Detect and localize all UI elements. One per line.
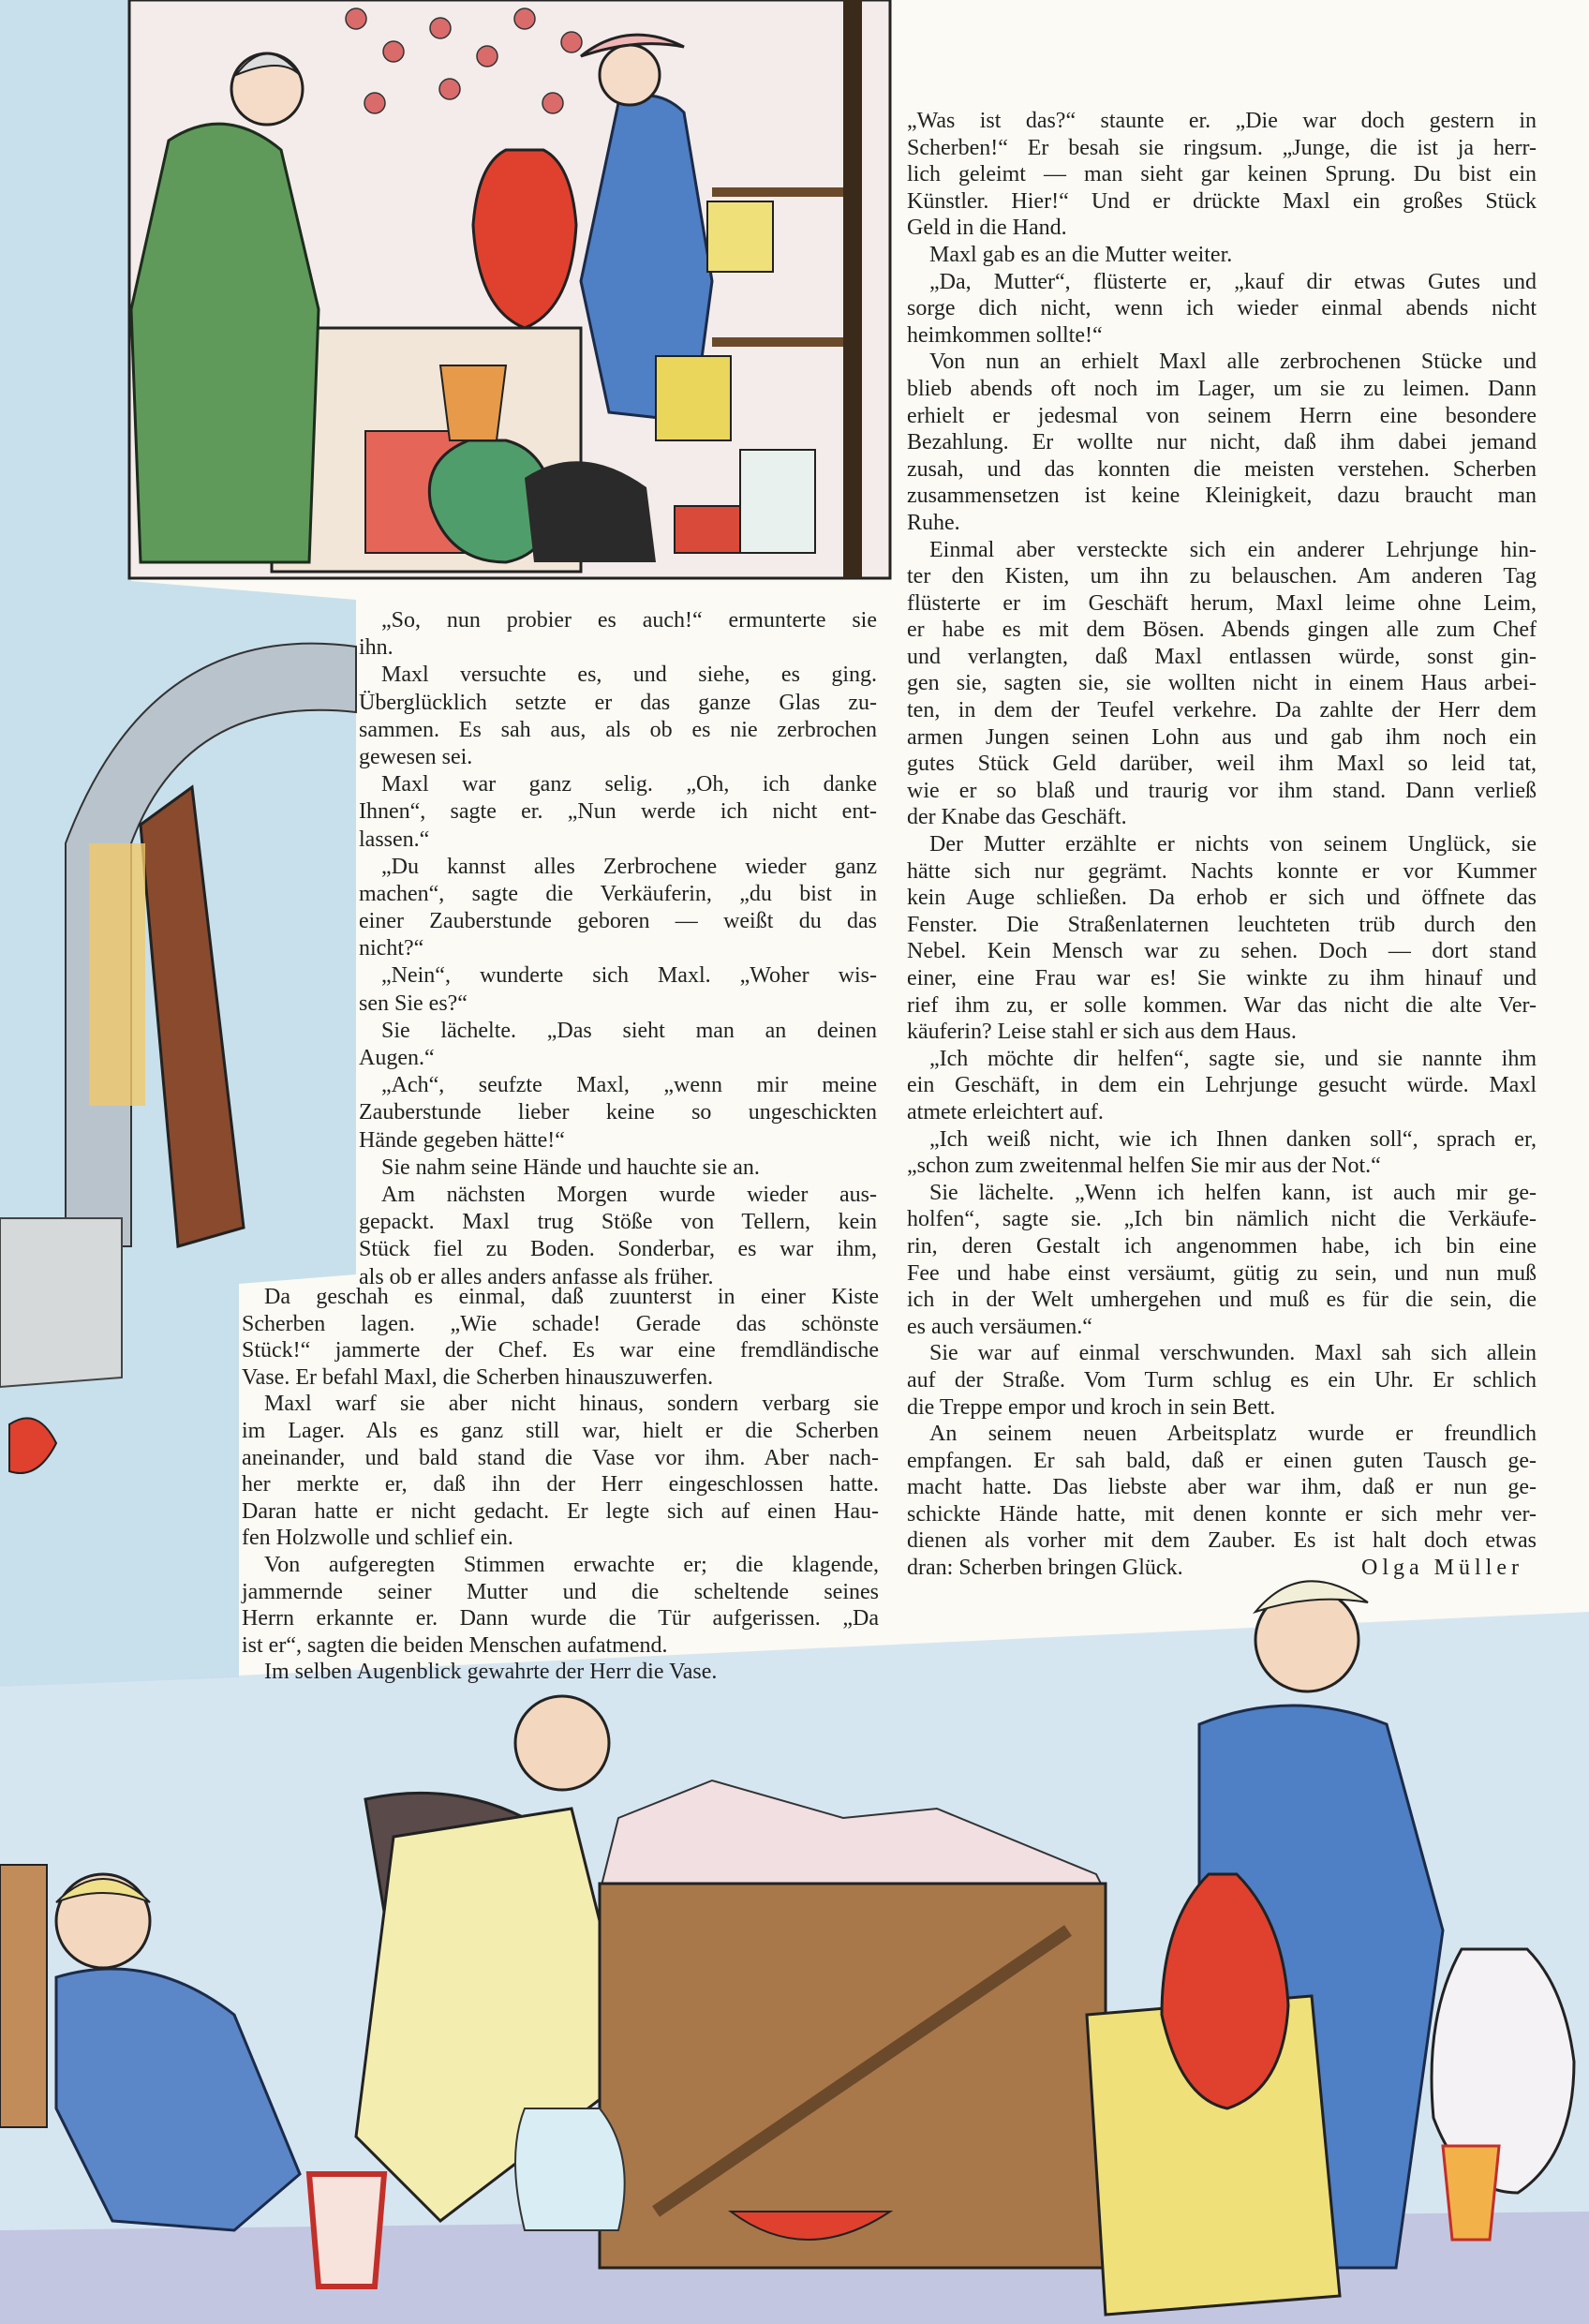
bucket: [740, 450, 815, 553]
text-line: [359, 1155, 877, 1182]
line-text: Maxl warf sie aber nicht hinaus, sondern verbarg sie: [264, 1392, 879, 1417]
line-text: „schon zum zweitenmal helfen Sie mir aus der Not.“: [907, 1154, 1381, 1179]
line-text: Ruhe.: [907, 510, 960, 535]
young-woman-head: [600, 45, 660, 105]
shop-illustration: [129, 0, 890, 578]
text-line: [907, 188, 1537, 216]
text-line: [242, 1364, 879, 1392]
line-text: Stück!“ jammerte der Chef. Es war eine fremdländische: [242, 1338, 879, 1363]
line-text: flüsterte er im Geschäft herum, Maxl leime ohne Leim,: [907, 590, 1537, 616]
text-line: [907, 1019, 1537, 1046]
line-text: „Nein“, wunderte sich Maxl. „Woher wis-: [381, 963, 877, 989]
line-text: käuferin? Leise stahl er sich aus dem Haus.: [907, 1020, 1297, 1045]
text-line: [907, 1474, 1537, 1501]
text-line: [907, 1126, 1537, 1154]
text-line: [907, 1260, 1537, 1288]
text-line: [359, 991, 877, 1018]
text-line: [907, 215, 1537, 242]
text-line: [359, 1236, 877, 1263]
line-text: und verlangten, daß Maxl entlassen würde, sonst gin-: [907, 644, 1537, 669]
text-line: [359, 798, 877, 826]
shelf: [712, 187, 843, 197]
line-text: gewesen sei.: [359, 744, 473, 769]
text-line: [359, 1018, 877, 1045]
paragraph: [907, 1340, 1537, 1421]
line-text: Im selben Augenblick gewahrte der Herr die Vase.: [264, 1660, 718, 1685]
line-text: zusah, und das konnten die meisten verstehen. Scherben: [907, 456, 1537, 482]
text-line: [907, 831, 1537, 858]
line-text: Sie lächelte. „Das sieht man an deinen: [381, 1018, 877, 1043]
text-line: [907, 1448, 1537, 1475]
line-text: erhielt er jedesmal von seinem Herrn eine besondere: [907, 403, 1537, 428]
glass-vase: [515, 2108, 625, 2230]
text-line: [907, 135, 1537, 162]
line-text: Ihnen“, sagte er. „Nun werde ich nicht ent-: [359, 799, 877, 825]
line-text: Einmal aber versteckte sich ein anderer Lehrjunge hin-: [929, 537, 1537, 562]
text-line: [907, 483, 1537, 510]
text-line: [907, 1367, 1537, 1394]
text-line: [907, 697, 1537, 724]
text-line: [242, 1311, 879, 1338]
line-text: Sie war auf einmal verschwunden. Maxl sah sich allein: [929, 1341, 1537, 1366]
line-text: Fenster. Die Straßenlaternen leuchteten trüb durch den: [907, 912, 1537, 937]
text-line: [242, 1632, 879, 1660]
striped-glass: [1443, 2146, 1499, 2240]
text-line: [359, 717, 877, 744]
line-text: Von nun an erhielt Maxl alle zerbrochenen Stücke und: [929, 350, 1537, 375]
line-text: her merkte er, daß ihn der Herr eingeschlossen hatte.: [242, 1472, 879, 1497]
text-line: [907, 1206, 1537, 1233]
line-text: gen sie, sagten sie, sie wollten nicht in einem Haus arbei-: [907, 671, 1537, 696]
text-line: [907, 1501, 1537, 1528]
line-text: fen Holzwolle und schlief ein.: [242, 1526, 513, 1551]
text-line: [907, 1046, 1537, 1073]
line-text: „Da, Mutter“, flüsterte er, „kauf dir etwas Gutes und: [929, 269, 1537, 294]
street-scene: [89, 843, 145, 1106]
line-text: „Ach“, seufzte Maxl, „wenn mir meine: [381, 1073, 877, 1098]
text-line: [359, 1072, 877, 1099]
shelf: [712, 337, 843, 347]
paragraph: [907, 831, 1537, 1046]
line-text: Herrn erkannte er. Dann wurde die Tür aufgerissen. „Da: [242, 1606, 879, 1631]
text-line: [907, 403, 1537, 430]
text-line: [907, 965, 1537, 992]
line-text: Zauberstunde lieber keine so ungeschickten: [359, 1100, 877, 1125]
text-line: [359, 771, 877, 798]
paragraph: [907, 1126, 1537, 1180]
line-text: Geld in die Hand.: [907, 216, 1067, 241]
text-line: [907, 349, 1537, 376]
text-line: [907, 1394, 1537, 1422]
line-text: der Knabe das Geschäft.: [907, 805, 1127, 830]
text-line: [907, 1421, 1537, 1448]
line-text: Daran hatte er nicht gedacht. Er legte sich auf einen Hau-: [242, 1498, 879, 1524]
paragraph: [907, 242, 1537, 269]
text-line: [907, 751, 1537, 778]
text-line: [242, 1284, 879, 1311]
paragraph: [907, 537, 1537, 832]
line-text: einer Zauberstunde geboren — weißt du das: [359, 909, 877, 934]
text-line: [359, 827, 877, 854]
line-text: blieb abends oft noch im Lager, um sie zu leimen. Dann: [907, 376, 1537, 401]
line-text: aneinander, und bald stand die Vase vor ihm. Aber nach-: [242, 1445, 879, 1470]
line-text: ist er“, sagten die beiden Menschen aufatmend.: [242, 1632, 668, 1658]
text-line: [907, 670, 1537, 697]
text-line: [907, 778, 1537, 805]
text-line: [907, 885, 1537, 912]
line-text: rin, deren Gestalt ich angenommen habe, ich bin eine: [907, 1233, 1537, 1259]
text-line: [242, 1471, 879, 1498]
text-line: [907, 1314, 1537, 1341]
line-text: er habe es mit dem Bösen. Abends gingen alle zum Chef: [907, 618, 1537, 643]
text-line: [907, 1287, 1537, 1314]
line-text: Augen.“: [359, 1046, 435, 1070]
paragraph: [359, 771, 877, 854]
text-line: [907, 938, 1537, 965]
line-text: Scherben lagen. „Wie schade! Gerade das schönste: [242, 1311, 879, 1336]
line-text: jammernde seiner Mutter und die scheltende seines: [242, 1579, 879, 1604]
line-text: Der Mutter erzählte er nichts von seinem Unglück, sie: [929, 832, 1537, 857]
text-line: [907, 161, 1537, 188]
text-line: [907, 1233, 1537, 1260]
yellow-jar: [707, 201, 773, 272]
text-line: [907, 563, 1537, 590]
text-line: [242, 1605, 879, 1632]
text-line: [359, 607, 877, 634]
line-text: sen Sie es?“: [359, 991, 468, 1016]
text-line: [907, 429, 1537, 456]
paragraph: [359, 662, 877, 771]
text-line: [907, 376, 1537, 403]
line-text: armen Jungen seinen Lohn aus und gab ihm noch ein: [907, 724, 1537, 750]
text-line: [359, 1182, 877, 1209]
line-text: empfangen. Er sah bald, daß er einen guten Tausch ge-: [907, 1448, 1537, 1473]
line-text: „Ich weiß nicht, wie ich Ihnen danken soll“, sprach er,: [929, 1126, 1537, 1152]
text-line: [907, 1527, 1537, 1555]
text-line: [359, 690, 877, 717]
text-line: [907, 1340, 1537, 1367]
line-text: die Treppe empor und kroch in sein Bett.: [907, 1394, 1276, 1420]
line-text: atmete erleichtert auf.: [907, 1099, 1104, 1125]
line-text: als ob er alles anders anfasse als früher.: [359, 1264, 714, 1289]
line-text: Maxl gab es an die Mutter weiter.: [929, 242, 1233, 267]
text-line: [907, 456, 1537, 484]
line-text: Maxl versuchte es, und siehe, es ging.: [381, 663, 877, 688]
paragraph: [359, 1155, 877, 1182]
line-text: Sie lächelte. „Wenn ich helfen kann, ist auch mir ge-: [929, 1180, 1537, 1205]
text-line: [359, 962, 877, 990]
text-line: [242, 1498, 879, 1526]
boy-middle-head: [515, 1696, 609, 1790]
striped-cup: [309, 2174, 384, 2287]
line-text: Scherben!“ Er besah sie ringsum. „Junge, die ist ja herr-: [907, 135, 1537, 160]
line-text: dienen als vorher mit dem Zauber. Es ist halt doch etwas: [907, 1528, 1537, 1554]
paragraph: [907, 1046, 1537, 1126]
line-text: An seinem neuen Arbeitsplatz wurde er freundlich: [929, 1422, 1537, 1447]
stairs: [0, 1218, 122, 1387]
text-line: [359, 1099, 877, 1126]
author-name: Olga Müller: [1361, 1556, 1523, 1581]
line-text: Vase. Er befahl Maxl, die Scherben hinauszuwerfen.: [242, 1364, 714, 1390]
line-text: einer, eine Frau war es! Sie winkte zu ihm hinauf und: [907, 966, 1537, 991]
line-text: nicht?“: [359, 936, 424, 961]
line-text: Fee und habe einst versäumt, gütig zu sein, und nun muß: [907, 1260, 1537, 1286]
text-line: [907, 992, 1537, 1020]
line-text: machen“, sagte die Verkäuferin, „du bist in: [359, 881, 877, 906]
line-text: zusammensetzen ist keine Kleinigkeit, dazu braucht man: [907, 484, 1537, 509]
story-column-left-top: [359, 607, 877, 1291]
paragraph: [907, 349, 1537, 536]
line-text: macht hatte. Das liebste aber war ihm, daß er nun ge-: [907, 1475, 1537, 1500]
line-text: ihn.: [359, 635, 394, 661]
line-text: sammen. Es sah aus, als ob es nie zerbrochen: [359, 717, 877, 742]
line-text: Sie nahm seine Hände und hauchte sie an.: [381, 1155, 760, 1180]
paragraph: [359, 854, 877, 963]
left-crate-edge: [0, 1865, 47, 2127]
text-line: [359, 1127, 877, 1155]
line-text: wie er so blaß und traurig vor ihm stand. Dann verließ: [907, 778, 1537, 803]
basket: [440, 365, 506, 440]
text-line: [359, 908, 877, 935]
paragraph: [242, 1659, 879, 1686]
line-text: Am nächsten Morgen wurde wieder aus-: [381, 1182, 877, 1207]
paragraph: [359, 1182, 877, 1291]
paragraph: [359, 962, 877, 1017]
line-text: heimkommen sollte!“: [907, 322, 1103, 348]
line-text: gutes Stück Geld darüber, weil ihm Maxl so leid tat,: [907, 752, 1537, 777]
paragraph: [359, 1018, 877, 1072]
line-text: gepackt. Maxl trug Stöße von Tellern, kein: [359, 1210, 877, 1235]
story-column-right: [907, 108, 1537, 1582]
story-column-left-bottom: [242, 1284, 879, 1686]
text-line: [242, 1337, 879, 1364]
text-line: [359, 854, 877, 881]
text-line: [242, 1525, 879, 1552]
line-text: Da geschah es einmal, daß zuunterst in einer Kiste: [264, 1285, 879, 1309]
paragraph: [242, 1284, 879, 1391]
text-line: [242, 1659, 879, 1686]
line-text: Von aufgeregten Stimmen erwachte er; die klagende,: [264, 1552, 879, 1577]
paragraph: [359, 607, 877, 662]
text-line: [907, 1099, 1537, 1126]
line-text: „Ich möchte dir helfen“, sagte sie, und sie nannte ihm: [929, 1046, 1537, 1071]
line-text: rief ihm zu, er solle kommen. War das nicht die alte Ver-: [907, 992, 1537, 1018]
line-text: auf der Straße. Vom Turm schlug es ein Uhr. Er schlich: [907, 1367, 1537, 1393]
line-text: es auch versäumen.“: [907, 1314, 1092, 1339]
paragraph: [907, 269, 1537, 350]
line-text: ter den Kisten, um ihn zu belauschen. Am anderen Tag: [907, 564, 1537, 589]
line-text: ein Geschäft, in dem ein Lehrjunge gesucht würde. Maxl: [907, 1073, 1537, 1098]
text-line: [907, 1555, 1537, 1582]
line-text: lassen.“: [359, 827, 430, 852]
line-text: Maxl war ganz selig. „Oh, ich danke: [381, 772, 877, 797]
text-line: [359, 744, 877, 771]
paragraph: [359, 1072, 877, 1155]
line-text: „Was ist das?“ staunte er. „Die war doch gestern in: [907, 109, 1537, 133]
paragraph: [907, 1421, 1537, 1582]
line-text: sorge dich nicht, wenn ich wieder einmal abends nicht: [907, 296, 1537, 321]
text-line: [242, 1418, 879, 1445]
text-line: [907, 1180, 1537, 1207]
line-text: lich geleimt — man sieht gar keinen Sprung. Du bist ein: [907, 162, 1537, 187]
paragraph: [242, 1552, 879, 1659]
line-text: hätte sich nur gegrämt. Nachts konnte er vor Kummer: [907, 858, 1537, 884]
text-line: [242, 1552, 879, 1579]
text-line: [242, 1445, 879, 1472]
text-line: [907, 242, 1537, 269]
text-line: [359, 935, 877, 962]
text-line: [359, 1209, 877, 1236]
line-text: Bezahlung. Er wollte nur nicht, daß ihm dabei jemand: [907, 430, 1537, 455]
line-text: holfen“, sagte sie. „Ich bin nämlich nicht die Verkäufe-: [907, 1207, 1537, 1232]
wall-post: [843, 0, 862, 578]
old-woman-coat: [131, 124, 319, 562]
line-text: Überglücklich setzte er das ganze Glas zu-: [359, 690, 877, 715]
books: [656, 356, 731, 440]
text-line: [907, 1153, 1537, 1180]
text-line: [359, 634, 877, 662]
text-line: [907, 644, 1537, 671]
line-text: Nebel. Kein Mensch war zu sehen. Doch — dort stand: [907, 939, 1537, 964]
line-text: ten, in dem der Teufel verkehre. Da zahlte der Herr dem: [907, 698, 1537, 723]
text-line: [242, 1579, 879, 1606]
line-text: kein Auge schließen. Da erhob er sich und öffnete das: [907, 886, 1537, 911]
line-text: ich in der Welt umhergehen und muß es für die sein, die: [907, 1288, 1537, 1313]
text-line: [907, 617, 1537, 644]
text-line: [907, 537, 1537, 564]
text-line: [907, 590, 1537, 618]
line-text: im Lager. Als es ganz still war, hielt er die Scherben: [242, 1418, 879, 1443]
line-text: Künstler. Hier!“ Und er drückte Maxl ein großes Stück: [907, 188, 1537, 214]
paragraph: [242, 1391, 879, 1552]
line-text: Hände gegeben hätte!“: [359, 1127, 565, 1153]
text-line: [907, 108, 1537, 135]
text-line: [907, 322, 1537, 350]
text-line: [907, 724, 1537, 752]
text-line: [242, 1391, 879, 1418]
text-line: [907, 858, 1537, 886]
line-text: Stück fiel zu Boden. Sonderbar, es war ihm,: [359, 1237, 877, 1262]
text-line: [359, 1045, 877, 1072]
line-text: schickte Hände hatte, mit denen konnte er sich mehr ver-: [907, 1501, 1537, 1527]
paragraph: [907, 108, 1537, 242]
text-line: [907, 269, 1537, 296]
line-text: dran: Scherben bringen Glück.: [907, 1556, 1183, 1581]
text-line: [907, 912, 1537, 939]
text-line: [907, 295, 1537, 322]
text-line: [907, 510, 1537, 537]
line-text: „So, nun probier es auch!“ ermunterte sie: [381, 608, 877, 633]
text-line: [907, 1072, 1537, 1099]
text-line: [907, 804, 1537, 831]
paragraph: [907, 1180, 1537, 1341]
line-text: „Du kannst alles Zerbrochene wieder ganz: [381, 854, 877, 879]
text-line: [359, 662, 877, 689]
bottom-illustration: [0, 1581, 1589, 2324]
text-line: [359, 881, 877, 908]
